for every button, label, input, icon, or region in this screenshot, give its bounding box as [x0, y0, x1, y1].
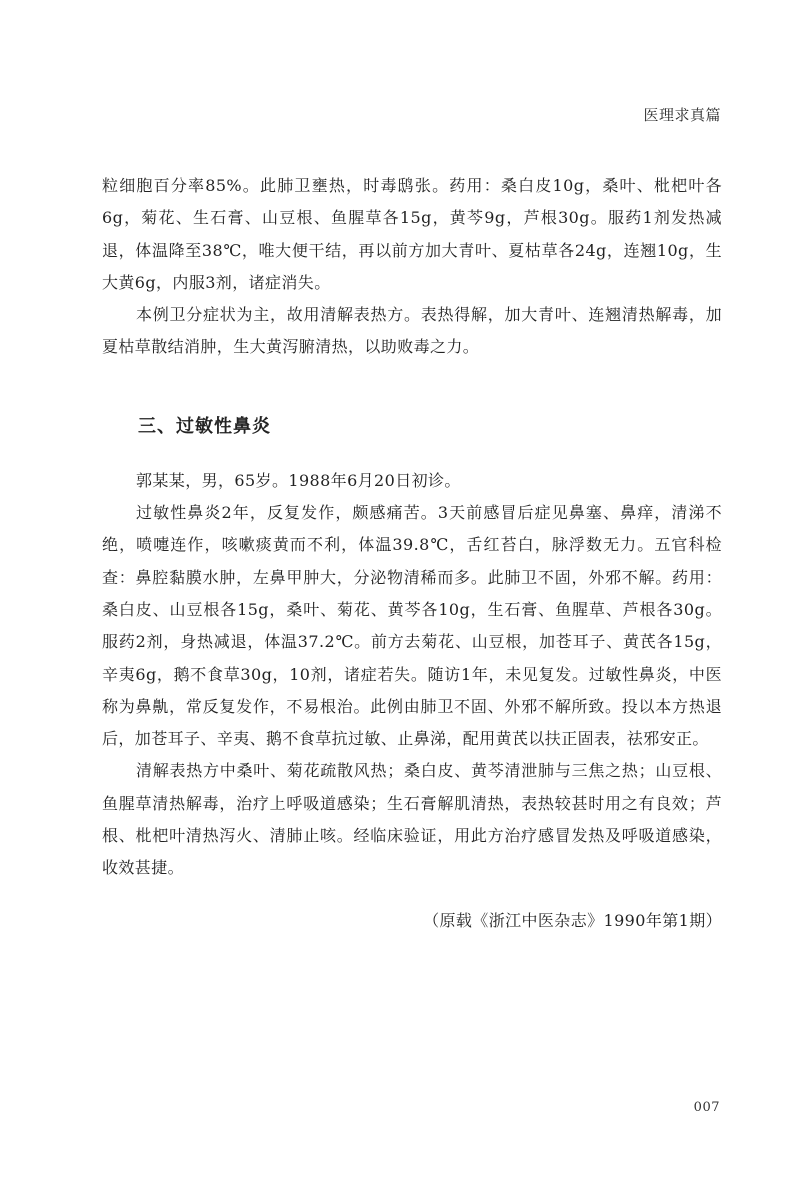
- spacer: [102, 445, 722, 465]
- body-paragraph: 粒细胞百分率85%。此肺卫壅热，时毒鸱张。药用：桑白皮10g，桑叶、枇杷叶各6g，菊花、生石膏、山豆根、鱼腥草各15g，黄芩9g，芦根30g。服药1剂发热减退，体温降至38℃，唯大便干结，再以前方加大青叶、夏枯草各24g，连翘10g，生大黄6g，内服3剂，诸症消失。: [102, 176, 722, 292]
- running-header: 医理求真篇: [643, 106, 721, 124]
- page-body: [102, 170, 722, 937]
- case-intro-paragraph: 郭某某，男，65岁。1988年6月20日初诊。: [136, 470, 461, 490]
- source-citation: （原载《浙江中医杂志》1990年第1期）: [423, 910, 722, 930]
- body-paragraph: 过敏性鼻炎2年，反复发作，颇感痛苦。3天前感冒后症见鼻塞、鼻痒，清涕不绝，喷嚏连作，咳嗽痰黄而不利，体温39.8℃，舌红苔白，脉浮数无力。五官科检查：鼻腔黏膜水肿，左鼻甲肿大，分泌物清稀而多。此肺卫不固，外邪不解。药用：桑白皮、山豆根各15g，桑叶、菊花、黄芩各10g，生石膏、鱼腥草、芦根各30g。服药2剂，身热减退，体温37.2℃。前方去菊花、山豆根，加苍耳子、黄芪各15g，辛夷6g，鹅不食草30g，10剂，诸症若失。随访1年，未见复发。过敏性鼻炎，中医称为鼻鼽，常反复发作，不易根治。此例由肺卫不固、外邪不解所致。投以本方热退后，加苍耳子、辛夷、鹅不食草抗过敏、止鼻涕，配用黄芪以扶正固表，祛邪安正。: [102, 503, 722, 749]
- body-paragraph: 本例卫分症状为主，故用清解表热方。表热得解，加大青叶、连翘清热解毒，加夏枯草散结消肿，生大黄泻腑清热，以助败毒之力。: [102, 305, 722, 357]
- section-heading: 三、过敏性鼻炎: [138, 415, 271, 437]
- body-paragraph: 清解表热方中桑叶、菊花疏散风热；桑白皮、黄芩清泄肺与三焦之热；山豆根、鱼腥草清热解毒，治疗上呼吸道感染；生石膏解肌清热，表热较甚时用之有良效；芦根、枇杷叶清热泻火、清肺止咳。经临床验证，用此方治疗感冒发热及呼吸道感染，收效甚捷。: [102, 761, 722, 878]
- page-number: 007: [693, 1100, 720, 1115]
